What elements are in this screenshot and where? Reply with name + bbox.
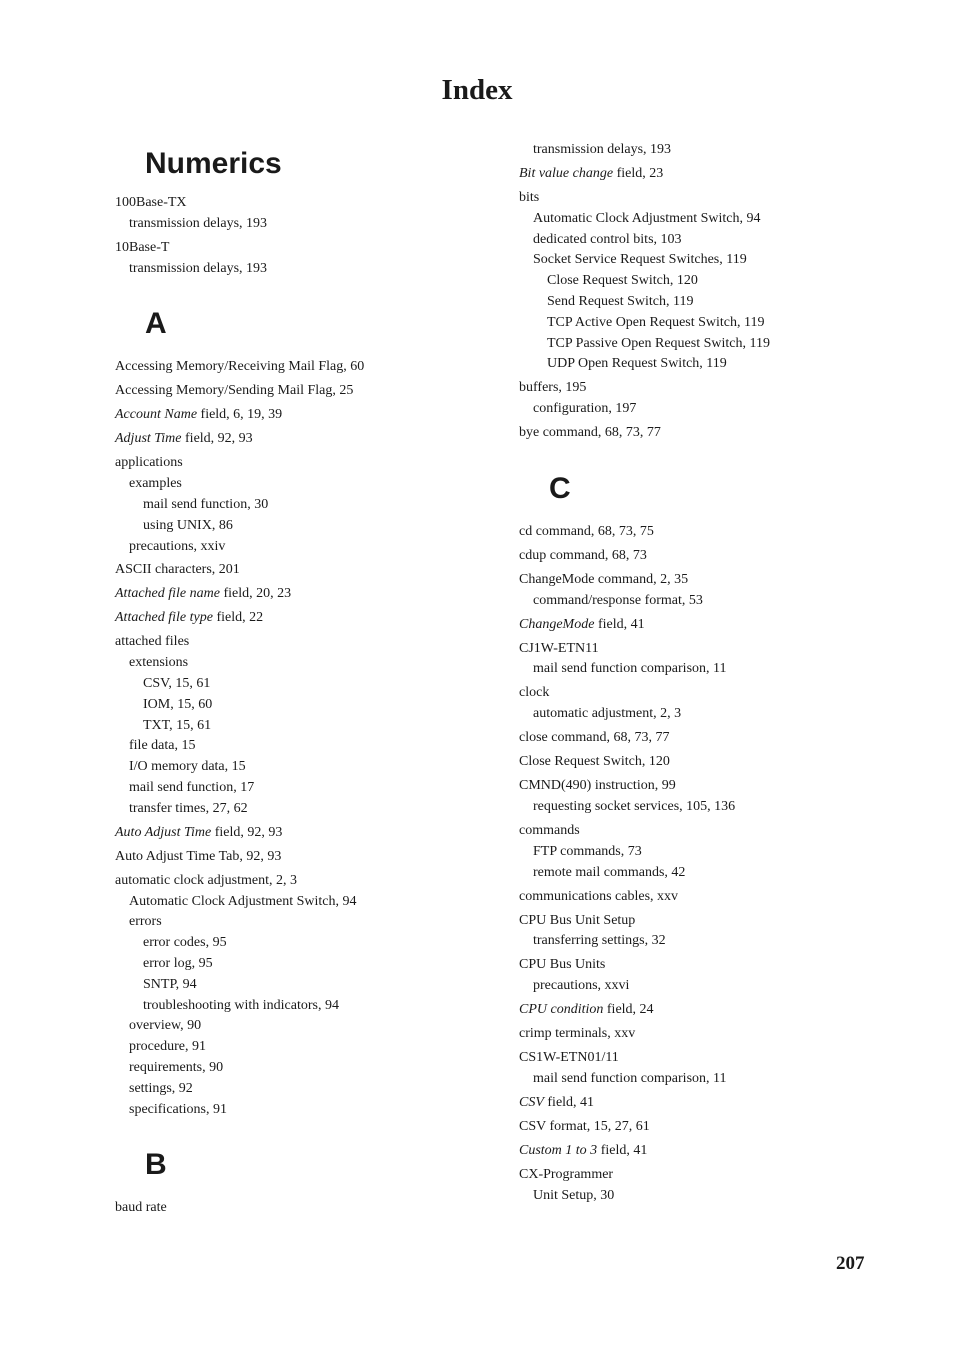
index-subterm: [115, 757, 495, 778]
index-term: [519, 1165, 919, 1186]
index-entry: [519, 1048, 919, 1090]
index-term: [115, 381, 495, 402]
index-entry: [115, 381, 495, 402]
index-term: [519, 911, 919, 932]
index-entry: [519, 683, 919, 725]
index-text: Auto Adjust Time: [115, 824, 212, 840]
index-text: error codes, 95: [143, 935, 227, 951]
index-term: [519, 164, 919, 185]
index-term: [115, 405, 495, 426]
index-text: cd command, 68, 73, 75: [519, 523, 654, 539]
index-term: [115, 193, 495, 214]
index-entry: [519, 615, 919, 636]
index-text: ASCII characters, 201: [115, 562, 240, 578]
index-subterm: [115, 653, 495, 674]
index-term: [519, 776, 919, 797]
index-subterm: [519, 399, 919, 420]
index-text: CSV format, 15, 27, 61: [519, 1118, 650, 1134]
index-term: [519, 752, 919, 773]
index-subterm: [519, 931, 919, 952]
index-entry: [115, 847, 495, 868]
index-text: automatic clock adjustment, 2, 3: [115, 872, 297, 888]
index-subterm: [115, 495, 495, 516]
index-subterm: [115, 996, 495, 1017]
index-entry: [519, 821, 919, 883]
index-subterm: [519, 591, 919, 612]
index-text: cdup command, 68, 73: [519, 547, 647, 563]
index-text: 10Base-T: [115, 239, 170, 255]
index-subterm: [519, 863, 919, 884]
index-text: field, 92, 93: [211, 824, 283, 840]
index-term: [519, 955, 919, 976]
index-subterm: [115, 892, 495, 913]
index-subterm: [115, 912, 495, 933]
index-text: close command, 68, 73, 77: [519, 730, 670, 746]
index-text: ChangeMode command, 2, 35: [519, 571, 689, 587]
index-subterm: [519, 313, 919, 334]
index-entry: [519, 955, 919, 997]
index-subterm: [115, 954, 495, 975]
index-subterm: [115, 516, 495, 537]
index-entry: [519, 1024, 919, 1045]
page-title: Index: [441, 74, 513, 106]
index-entry: [115, 560, 495, 581]
index-subterm: [115, 933, 495, 954]
index-text: transmission delays, 193: [129, 215, 268, 231]
index-text: configuration, 197: [533, 401, 637, 417]
section-heading: Numerics: [145, 147, 282, 180]
index-term: [519, 821, 919, 842]
index-text: Attached file type: [115, 610, 213, 626]
index-text: automatic adjustment, 2, 3: [533, 706, 682, 722]
index-text: communications cables, xxv: [519, 888, 679, 904]
index-term: [519, 546, 919, 567]
index-entry: [115, 823, 495, 844]
index-text: errors: [129, 914, 162, 930]
index-text: remote mail commands, 42: [533, 864, 686, 880]
index-subterm: [519, 292, 919, 313]
index-term: [519, 615, 919, 636]
index-term: [115, 584, 495, 605]
index-text: Account Name: [115, 407, 198, 423]
index-text: ChangeMode: [519, 616, 595, 632]
index-entry: [519, 164, 919, 185]
index-text: clock: [519, 685, 550, 701]
index-text: Auto Adjust Time Tab, 92, 93: [115, 848, 282, 864]
index-entry: [115, 1198, 495, 1219]
index-term: [115, 871, 495, 892]
index-text: mail send function comparison, 11: [533, 661, 727, 677]
index-entry: [519, 188, 919, 375]
index-entry: [115, 632, 495, 819]
index-text: CJ1W-ETN11: [519, 640, 599, 656]
index-text: file data, 15: [129, 738, 196, 754]
index-text: Send Request Switch, 119: [547, 293, 694, 309]
index-subterm: [519, 1186, 919, 1207]
index-subterm: [519, 271, 919, 292]
index-term: [115, 632, 495, 653]
index-text: field, 22: [212, 610, 264, 626]
index-text: Bit value change: [519, 165, 614, 181]
index-text: Accessing Memory/Receiving Mail Flag, 60: [115, 359, 365, 375]
index-term: [115, 453, 495, 474]
index-entry: [115, 429, 495, 450]
index-term: [519, 1000, 919, 1021]
index-subterm: [115, 1058, 495, 1079]
index-subterm: [519, 334, 919, 355]
index-text: UDP Open Request Switch, 119: [547, 356, 727, 372]
index-text: bye command, 68, 73, 77: [519, 425, 661, 441]
index-text: Automatic Clock Adjustment Switch, 94: [129, 893, 357, 909]
index-term: [115, 560, 495, 581]
index-text: field, 41: [597, 1142, 648, 1158]
index-text: transmission delays, 193: [533, 142, 672, 157]
index-column-left: [115, 140, 495, 1219]
index-entry: [519, 776, 919, 818]
index-subterm: [519, 659, 919, 680]
index-entry: [115, 405, 495, 426]
index-text: crimp terminals, xxv: [519, 1026, 636, 1042]
index-subterm: [519, 797, 919, 818]
index-entry: [519, 887, 919, 908]
index-subterm: [519, 230, 919, 251]
index-subterm: [115, 259, 495, 280]
index-entry: [115, 453, 495, 557]
index-subterm: [115, 975, 495, 996]
index-text: TCP Active Open Request Switch, 119: [547, 314, 765, 330]
index-text: precautions, xxiv: [129, 538, 226, 554]
index-text: mail send function, 17: [129, 780, 255, 796]
index-entry: [519, 1165, 919, 1207]
index-text: field, 20, 23: [219, 586, 292, 602]
index-term: [519, 570, 919, 591]
index-subterm: [115, 214, 495, 235]
index-term: [519, 683, 919, 704]
index-entry: [519, 1093, 919, 1114]
index-subterm: [115, 1079, 495, 1100]
index-subterm: [519, 704, 919, 725]
index-text: troubleshooting with indicators, 94: [143, 997, 339, 1013]
index-entry: [115, 871, 495, 1121]
section-heading: A: [145, 307, 167, 341]
index-term: [115, 608, 495, 629]
index-text: CMND(490) instruction, 99: [519, 778, 676, 794]
index-text: settings, 92: [129, 1080, 193, 1096]
index-entry: [519, 378, 919, 420]
index-text: field, 23: [613, 165, 664, 181]
index-text: mail send function, 30: [143, 496, 269, 512]
index-text: CSV: [519, 1094, 544, 1110]
index-subterm: [519, 976, 919, 997]
index-text: precautions, xxvi: [533, 978, 630, 994]
index-text: field, 24: [603, 1002, 654, 1018]
index-entry: [115, 608, 495, 629]
index-text: error log, 95: [143, 955, 213, 971]
index-text: using UNIX, 86: [143, 517, 233, 533]
index-term: [115, 1198, 495, 1219]
index-text: field, 92, 93: [181, 431, 253, 447]
index-term: [115, 823, 495, 844]
index-term: [115, 847, 495, 868]
index-entry: [115, 584, 495, 605]
index-text: CPU Bus Unit Setup: [519, 912, 636, 928]
index-text: Adjust Time: [115, 431, 182, 447]
index-entry: [519, 522, 919, 543]
index-term: [115, 357, 495, 378]
index-text: field, 6, 19, 39: [197, 407, 283, 423]
index-text: transmission delays, 193: [129, 260, 268, 276]
index-text: bits: [519, 189, 540, 205]
index-subterm: [115, 1100, 495, 1121]
index-entry: [519, 546, 919, 567]
index-entry: [519, 140, 919, 161]
index-entry: [519, 570, 919, 612]
index-subterm: [115, 674, 495, 695]
index-subterm: [115, 736, 495, 757]
index-text: Attached file name: [115, 586, 220, 602]
index-text: TCP Passive Open Request Switch, 119: [547, 335, 770, 351]
index-subterm: [519, 140, 919, 161]
index-subterm: [115, 778, 495, 799]
index-entry: [519, 752, 919, 773]
index-text: IOM, 15, 60: [143, 696, 213, 712]
index-text: mail send function comparison, 11: [533, 1070, 727, 1086]
index-text: FTP commands, 73: [533, 843, 642, 859]
index-text: CS1W-ETN01/11: [519, 1050, 619, 1066]
index-subterm: [519, 250, 919, 271]
index-text: Socket Service Request Switches, 119: [533, 252, 747, 268]
index-term: [519, 639, 919, 660]
index-text: procedure, 91: [129, 1039, 206, 1055]
index-text: commands: [519, 822, 580, 838]
index-subterm: [519, 354, 919, 375]
index-term: [519, 522, 919, 543]
index-subterm: [519, 209, 919, 230]
index-subterm: [115, 799, 495, 820]
index-entry: [115, 238, 495, 280]
index-subterm: [115, 474, 495, 495]
index-term: [519, 1117, 919, 1138]
index-text: transferring settings, 32: [533, 933, 666, 949]
index-subterm: [115, 695, 495, 716]
index-term: [519, 1093, 919, 1114]
index-text: Custom 1 to 3: [519, 1142, 598, 1158]
index-column-right: [519, 140, 919, 1206]
index-text: specifications, 91: [129, 1101, 227, 1117]
index-entry: [519, 1117, 919, 1138]
index-text: I/O memory data, 15: [129, 759, 246, 775]
index-text: CPU condition: [519, 1002, 604, 1018]
index-entry: [519, 728, 919, 749]
index-text: field, 41: [543, 1094, 595, 1110]
section-heading: C: [549, 471, 571, 505]
index-subterm: [115, 1037, 495, 1058]
index-entry: [519, 1141, 919, 1162]
index-subterm: [519, 842, 919, 863]
index-text: dedicated control bits, 103: [533, 231, 682, 247]
index-text: CSV, 15, 61: [143, 676, 211, 692]
index-term: [519, 1048, 919, 1069]
index-term: [519, 887, 919, 908]
index-text: buffers, 195: [519, 380, 587, 396]
index-text: requesting socket services, 105, 136: [533, 798, 736, 814]
index-text: CPU Bus Units: [519, 957, 606, 973]
index-term: [519, 1141, 919, 1162]
index-term: [519, 188, 919, 209]
index-text: CX-Programmer: [519, 1166, 614, 1182]
index-subterm: [115, 1016, 495, 1037]
index-text: 100Base-TX: [115, 195, 187, 210]
index-term: [115, 238, 495, 259]
index-entry: [115, 193, 495, 235]
index-text: overview, 90: [129, 1018, 202, 1034]
index-text: applications: [115, 455, 183, 471]
index-term: [115, 429, 495, 450]
index-text: Automatic Clock Adjustment Switch, 94: [533, 210, 761, 226]
index-subterm: [115, 716, 495, 737]
index-subterm: [519, 1069, 919, 1090]
section-heading: B: [145, 1148, 167, 1182]
index-term: [519, 728, 919, 749]
index-text: extensions: [129, 655, 189, 671]
index-text: TXT, 15, 61: [143, 717, 212, 733]
index-text: attached files: [115, 634, 190, 650]
index-entry: [519, 423, 919, 444]
index-text: field, 41: [594, 616, 645, 632]
index-entry: [519, 1000, 919, 1021]
index-text: Accessing Memory/Sending Mail Flag, 25: [115, 383, 354, 399]
index-term: [519, 378, 919, 399]
index-text: requirements, 90: [129, 1059, 224, 1075]
index-term: [519, 423, 919, 444]
index-text: transfer times, 27, 62: [129, 800, 248, 816]
index-text: command/response format, 53: [533, 592, 703, 608]
index-text: baud rate: [115, 1200, 167, 1216]
index-text: Unit Setup, 30: [533, 1187, 615, 1203]
index-subterm: [115, 537, 495, 558]
page-number: 207: [836, 1253, 865, 1274]
index-text: Close Request Switch, 120: [547, 273, 698, 289]
index-text: Close Request Switch, 120: [519, 754, 670, 770]
index-text: SNTP, 94: [143, 976, 197, 992]
index-entry: [519, 639, 919, 681]
index-entry: [519, 911, 919, 953]
index-term: [519, 1024, 919, 1045]
index-text: examples: [129, 476, 182, 492]
index-entry: [115, 357, 495, 378]
